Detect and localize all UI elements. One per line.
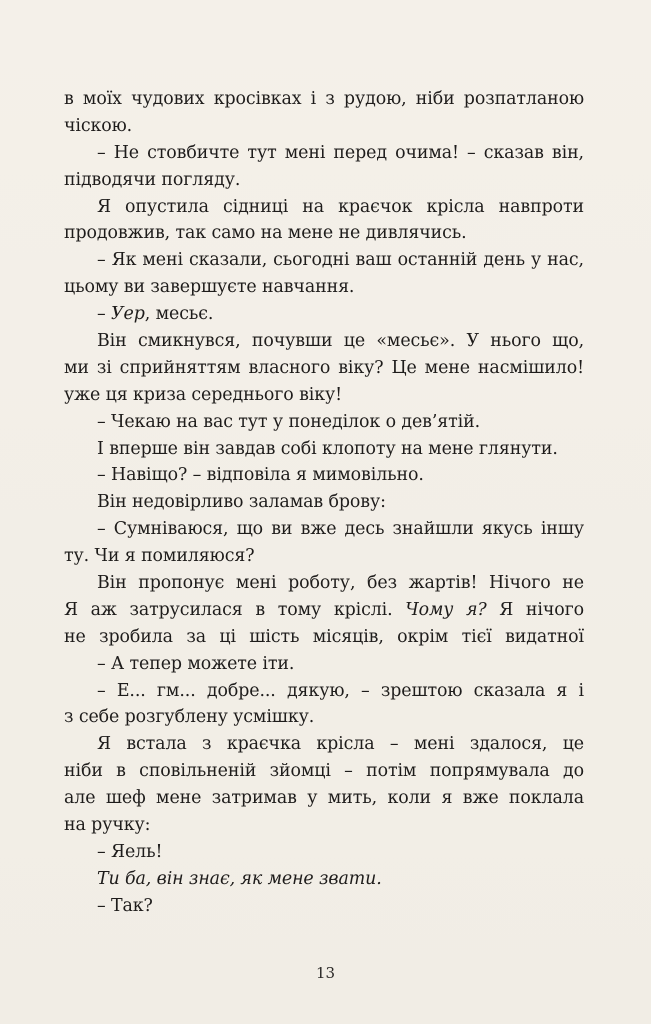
text-line: – Навіщо? – відповіла я мимовільно. [97,465,424,486]
text-line: цьому ви завершуєте навчання. [64,277,355,298]
text-line: підводячи погляду. [64,169,241,190]
text-line: І вперше він завдав собі клопоту на мене глянути. [97,438,558,459]
body-text [64,86,584,920]
text-line: – Яель! [97,841,163,862]
dash-prefix: – [97,304,112,325]
text-line: ми зі сприйняттям власного віку? Це мене насмішило! [64,357,584,378]
text-line: – Не стовбичте тут мені перед очима! – сказав він, [97,142,584,163]
text-line: уже ця криза середнього віку! [64,384,343,405]
text-line: – Сумніваюся, що ви вже десь знайшли якусь іншу [97,519,584,540]
text-line: в моїх чудових кросівках і з рудою, ніби розпатланою [64,89,584,109]
text-part: Я нічого [499,599,584,620]
italic-word: Уер [111,304,145,325]
text-line: не зробила за ці шість місяців, окрім тієї видатної [64,626,584,647]
text-line: Я опустила сідниці на краєчок крісла навпроти [97,196,584,217]
text-line: ніби в сповільненій зйомці – потім попрямувала до [64,761,584,782]
text-line: Я встала з краєчка крісла – мені здалося, це [97,734,584,755]
text-line: ту. Чи я помиляюся? [64,546,255,567]
text-line: Він недовірливо заламав брову: [97,492,386,513]
page-number: 13 [315,964,336,982]
text-line: але шеф мене затримав у мить, коли я вже поклала [64,788,584,809]
text-part: Я аж затрусилася в тому кріслі. [64,599,406,620]
italic-phrase: Чому я? [405,599,487,620]
text-line: – А тепер можете іти. [97,653,295,674]
text-line [64,597,584,624]
text-line: чіскою. [64,115,133,136]
text-rest: , месьє. [144,304,214,325]
text-line: Він смикнувся, почувши це «месьє». У нього що, [97,331,584,352]
text-line: Ти ба, він знає, як мене звати. [97,868,382,889]
text-line: на ручку: [64,815,151,836]
text-line: з себе розгублену усмішку. [64,707,315,728]
text-line [64,301,584,328]
text-line: – Так? [97,895,153,916]
text-line: – Чекаю на вас тут у понеділок о дев’ятій. [97,411,481,432]
text-line: продовжив, так само на мене не дивлячись. [64,223,467,244]
text-line: – Е... гм... добре... дякую, – зрештою сказала я і [97,680,584,701]
text-line: Він пропонує мені роботу, без жартів! Нічого не [97,573,584,594]
text-line: – Як мені сказали, сьогодні ваш останній день у нас, [97,250,584,271]
